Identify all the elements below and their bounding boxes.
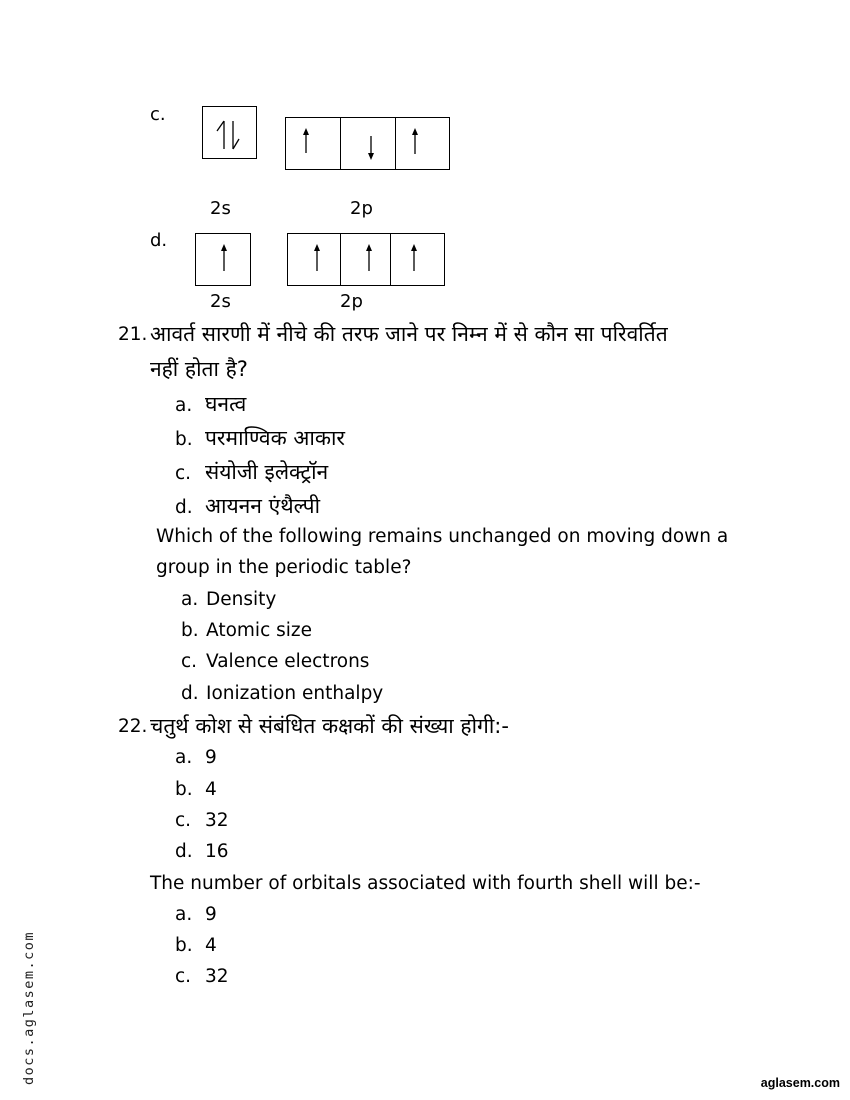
option-b-hindi bbox=[175, 779, 217, 800]
electron-arrows-2p bbox=[288, 234, 446, 287]
up-arrow-icon bbox=[196, 234, 252, 287]
option-text: Ionization enthalpy bbox=[206, 683, 384, 704]
option-d-hindi bbox=[175, 492, 320, 520]
question-22-number: 22. bbox=[118, 716, 148, 737]
side-watermark: docs.aglasem.com bbox=[21, 930, 38, 1086]
option-letter: a. bbox=[175, 747, 193, 768]
up-arrow-icon bbox=[412, 128, 418, 154]
option-text: 4 bbox=[205, 779, 217, 800]
down-arrow-icon bbox=[368, 136, 374, 160]
option-letter: d. bbox=[175, 841, 193, 862]
question-22-english: The number of orbitals associated with fourth shell will be:- bbox=[150, 873, 701, 894]
option-letter: d. bbox=[181, 683, 199, 704]
option-c-english bbox=[181, 651, 369, 672]
option-text: 16 bbox=[205, 841, 229, 862]
orbital-boxes-2p-half-filled bbox=[287, 233, 445, 286]
option-text: Atomic size bbox=[206, 620, 312, 641]
option-c-hindi bbox=[175, 810, 229, 831]
orbital-boxes-2p bbox=[285, 117, 450, 170]
option-b-english bbox=[181, 620, 312, 641]
option-letter: c. bbox=[175, 810, 192, 831]
paired-electrons-icon bbox=[203, 107, 258, 160]
option-letter: c. bbox=[181, 651, 198, 672]
question-21-english-line1: Which of the following remains unchanged on moving down a bbox=[156, 526, 729, 547]
option-a-hindi bbox=[175, 747, 217, 768]
option-c-label: c. bbox=[150, 104, 166, 125]
option-text: 32 bbox=[205, 966, 229, 987]
option-letter: d. bbox=[175, 497, 193, 518]
question-21-hindi-line2: नहीं होता है? bbox=[150, 357, 248, 381]
question-21-hindi-line1: आवर्त सारणी में नीचे की तरफ जाने पर निम्न में से कौन सा परिवर्तित bbox=[150, 322, 668, 346]
option-text: 4 bbox=[205, 935, 217, 956]
orbital-box-2s-paired bbox=[202, 106, 257, 159]
option-b-english bbox=[175, 935, 217, 956]
option-text: 9 bbox=[205, 747, 217, 768]
option-letter: a. bbox=[175, 904, 193, 925]
option-text: संयोजी इलेक्ट्रॉन bbox=[205, 460, 329, 484]
option-d-label: d. bbox=[150, 230, 168, 251]
option-letter: a. bbox=[181, 589, 199, 610]
option-d-english bbox=[181, 683, 383, 704]
option-a-english bbox=[181, 589, 276, 610]
option-letter: a. bbox=[175, 395, 193, 416]
label-2p: 2p bbox=[340, 291, 363, 312]
label-2s: 2s bbox=[210, 198, 231, 219]
option-c-english bbox=[175, 966, 229, 987]
option-letter: c. bbox=[175, 966, 192, 987]
label-2s: 2s bbox=[210, 291, 231, 312]
option-text: परमाण्विक आकार bbox=[205, 426, 346, 450]
option-letter: b. bbox=[181, 620, 199, 641]
option-letter: c. bbox=[175, 463, 192, 484]
option-d-hindi bbox=[175, 841, 229, 862]
orbital-box-2s-single bbox=[195, 233, 251, 286]
label-2p: 2p bbox=[350, 198, 373, 219]
question-21-number: 21. bbox=[118, 324, 148, 345]
option-text: Density bbox=[206, 589, 277, 610]
option-a-hindi bbox=[175, 390, 246, 418]
footer-brand: aglasem.com bbox=[760, 1076, 840, 1090]
option-text: 32 bbox=[205, 810, 229, 831]
up-arrow-icon bbox=[411, 244, 417, 271]
option-letter: b. bbox=[175, 779, 193, 800]
option-letter: b. bbox=[175, 935, 193, 956]
option-text: 9 bbox=[205, 904, 217, 925]
up-arrow-icon bbox=[366, 244, 372, 271]
option-text: घनत्व bbox=[205, 392, 247, 416]
option-text: Valence electrons bbox=[206, 651, 370, 672]
option-a-english bbox=[175, 904, 217, 925]
electron-arrows-2p bbox=[286, 118, 451, 171]
option-c-hindi bbox=[175, 458, 328, 486]
option-text: आयनन एंथैल्पी bbox=[205, 494, 321, 518]
question-22-hindi: चतुर्थ कोश से संबंधित कक्षकों की संख्या होगी:- bbox=[150, 714, 509, 738]
question-21-english-line2: group in the periodic table? bbox=[156, 557, 412, 578]
up-arrow-icon bbox=[314, 244, 320, 271]
option-letter: b. bbox=[175, 429, 193, 450]
option-b-hindi bbox=[175, 424, 345, 452]
up-arrow-icon bbox=[303, 128, 309, 153]
